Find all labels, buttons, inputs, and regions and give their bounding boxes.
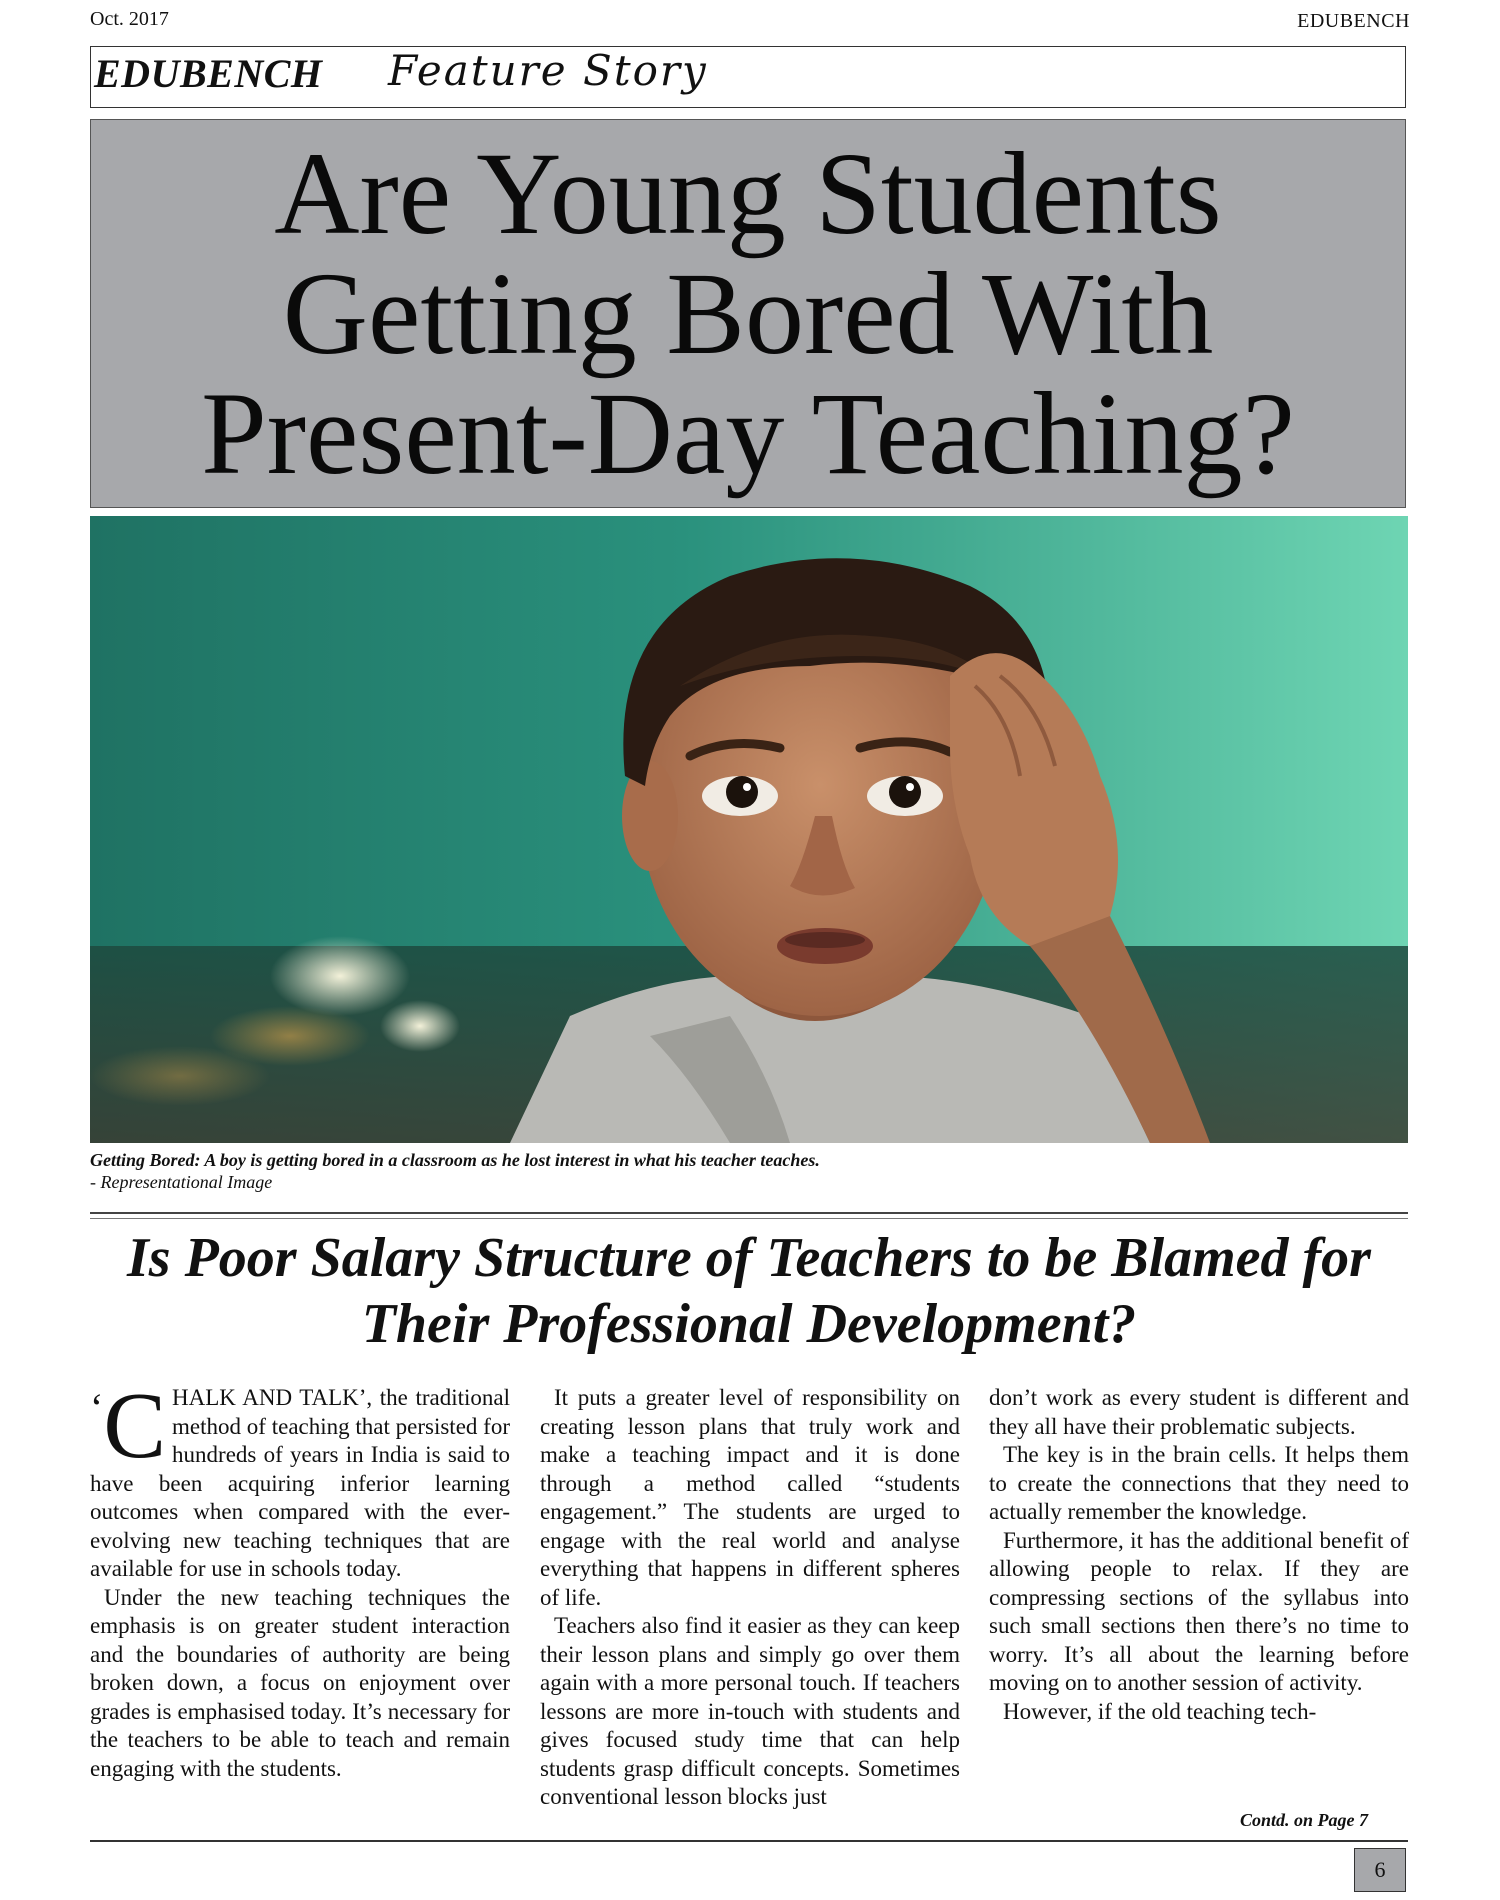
drop-cap: ‘C	[90, 1374, 167, 1478]
feature-publication: EDUBENCH	[94, 51, 323, 96]
column-2-paragraph-1: It puts a greater level of responsibility on creating lesson plans that truly work and make a teaching impact and it is done through a method called “students engagement.” The students are urged to engage with the real world and analyse everything that happens in different spheres of life.	[540, 1385, 960, 1610]
column-3-paragraph-3: Furthermore, it has the additional benefit of allowing people to relax. If they are compressing sections of the syllabus into such small sections then there’s no time to worry. It’s all about the learning before moving on to another session of activity.	[989, 1527, 1409, 1695]
article-column-1	[90, 1374, 510, 1783]
column-3-paragraph-2: The key is in the brain cells. It helps them to create the connections that they need to actually remember the knowledge.	[989, 1442, 1409, 1524]
article-subheadline: Is Poor Salary Structure of Teachers to be Blamed for Their Professional Development?	[127, 1227, 1371, 1355]
column-3-paragraph-4: However, if the old teaching tech-	[1003, 1698, 1317, 1724]
section-divider	[90, 1212, 1408, 1214]
main-headline: Are Young Students Getting Bored With Present-Day Teaching?	[201, 127, 1295, 499]
boy-bored-in-classroom-photo	[90, 516, 1408, 1143]
photo-credit: - Representational Image	[90, 1172, 273, 1192]
publication-name: EDUBENCH	[1297, 10, 1410, 32]
photo-caption: Getting Bored: A boy is getting bored in a classroom as he lost interest in what his teacher teaches.	[90, 1150, 820, 1170]
article-column-2	[540, 1384, 960, 1812]
column-3-paragraph-1: don’t work as every student is different and they all have their problematic subjects.	[989, 1385, 1409, 1439]
issue-date: Oct. 2017	[90, 8, 169, 30]
column-1-paragraph-2: Under the new teaching techniques the emphasis is on greater student interaction and the boundaries of authority are being broken down, a focus on enjoyment over grades is emphasised today. It’s necessary for the teachers to be able to teach and remain engaging with the students.	[90, 1584, 510, 1781]
page-number: 6	[1354, 1848, 1406, 1892]
column-1-paragraph-1: ‘C HALK AND TALK’, the traditional method of teaching that persisted for hundreds of years in India is said to have been acquiring inferior learning outcomes when compared with the ever-evolving new teaching techniques that are available for use in schools today.	[90, 1374, 510, 1581]
continued-on-page[interactable]: Contd. on Page 7	[1240, 1810, 1369, 1830]
feature-story-label: Feature Story	[388, 46, 708, 95]
article-column-3	[989, 1384, 1409, 1726]
footer-rule	[90, 1840, 1408, 1842]
section-divider-thin	[90, 1218, 1408, 1219]
column-2-paragraph-2: Teachers also find it easier as they can keep their lesson plans and simply go over them again with a more personal touch. If teachers lessons are more in-touch with students and gives focused study time that can help students grasp difficult concepts. Sometimes conventional lesson blocks just	[540, 1613, 960, 1809]
